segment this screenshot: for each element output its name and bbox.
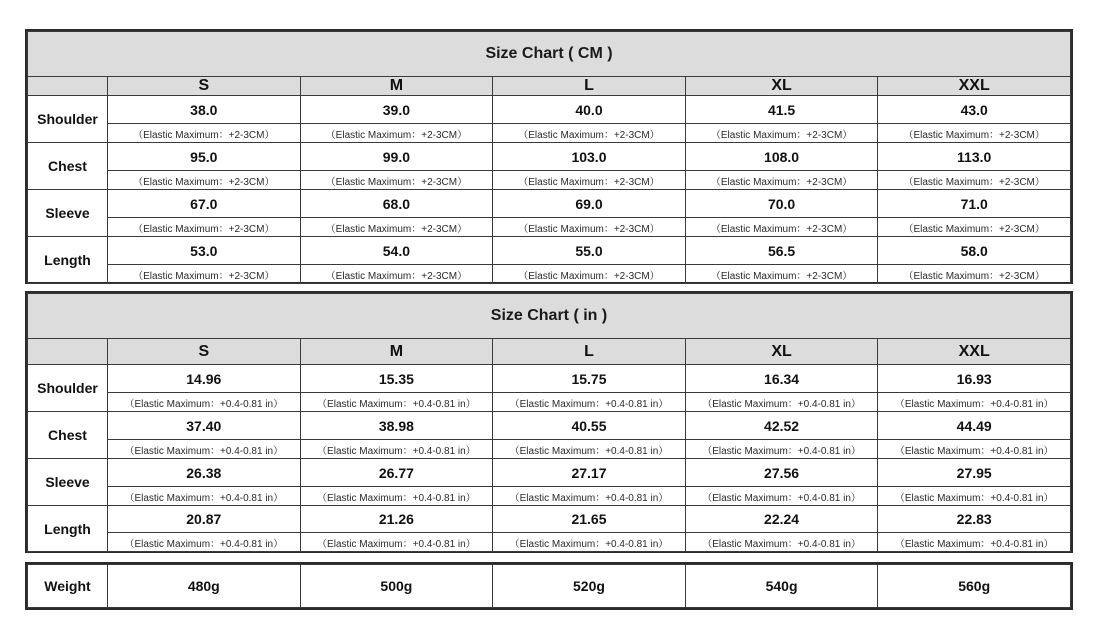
value-cell: 15.35 bbox=[300, 365, 493, 393]
row-label-shoulder: Shoulder bbox=[28, 96, 108, 143]
row-label-length: Length bbox=[28, 237, 108, 284]
value-cell: 54.0 bbox=[300, 237, 493, 265]
value-cell: 40.0 bbox=[493, 96, 686, 124]
size-header-xl: XL bbox=[685, 339, 878, 365]
elastic-note: （Elastic Maximum：+2-3CM） bbox=[108, 124, 301, 143]
value-cell: 40.55 bbox=[493, 412, 686, 440]
weight-value: 540g bbox=[685, 565, 878, 608]
elastic-note: （Elastic Maximum：+0.4-0.81 in） bbox=[108, 487, 301, 506]
elastic-note: （Elastic Maximum：+0.4-0.81 in） bbox=[493, 487, 686, 506]
value-cell: 103.0 bbox=[493, 143, 686, 171]
size-header-m: M bbox=[300, 77, 493, 96]
header-corner bbox=[28, 339, 108, 365]
row-label-length: Length bbox=[28, 506, 108, 552]
value-cell: 69.0 bbox=[493, 190, 686, 218]
value-cell: 41.5 bbox=[685, 96, 878, 124]
elastic-note: （Elastic Maximum：+0.4-0.81 in） bbox=[300, 533, 493, 552]
weight-value: 560g bbox=[878, 565, 1071, 608]
elastic-note: （Elastic Maximum：+0.4-0.81 in） bbox=[300, 487, 493, 506]
value-cell: 27.56 bbox=[685, 459, 878, 487]
value-cell: 27.95 bbox=[878, 459, 1071, 487]
header-corner bbox=[28, 77, 108, 96]
size-header-xxl: XXL bbox=[878, 77, 1071, 96]
elastic-note: （Elastic Maximum：+0.4-0.81 in） bbox=[493, 533, 686, 552]
elastic-note: （Elastic Maximum：+0.4-0.81 in） bbox=[108, 440, 301, 459]
elastic-note: （Elastic Maximum：+2-3CM） bbox=[878, 265, 1071, 284]
size-header-l: L bbox=[493, 339, 686, 365]
value-cell: 21.26 bbox=[300, 506, 493, 533]
elastic-note: （Elastic Maximum：+2-3CM） bbox=[878, 171, 1071, 190]
size-header-xl: XL bbox=[685, 77, 878, 96]
value-cell: 53.0 bbox=[108, 237, 301, 265]
elastic-note: （Elastic Maximum：+2-3CM） bbox=[108, 265, 301, 284]
value-cell: 38.98 bbox=[300, 412, 493, 440]
elastic-note: （Elastic Maximum：+2-3CM） bbox=[108, 171, 301, 190]
elastic-note: （Elastic Maximum：+0.4-0.81 in） bbox=[493, 440, 686, 459]
elastic-note: （Elastic Maximum：+2-3CM） bbox=[685, 218, 878, 237]
elastic-note: （Elastic Maximum：+2-3CM） bbox=[878, 124, 1071, 143]
elastic-note: （Elastic Maximum：+2-3CM） bbox=[300, 218, 493, 237]
value-cell: 16.34 bbox=[685, 365, 878, 393]
elastic-note: （Elastic Maximum：+2-3CM） bbox=[108, 218, 301, 237]
value-cell: 14.96 bbox=[108, 365, 301, 393]
weight-value: 480g bbox=[108, 565, 301, 608]
value-cell: 58.0 bbox=[878, 237, 1071, 265]
value-cell: 70.0 bbox=[685, 190, 878, 218]
elastic-note: （Elastic Maximum：+0.4-0.81 in） bbox=[685, 533, 878, 552]
row-label-chest: Chest bbox=[28, 143, 108, 190]
size-chart-in-table bbox=[27, 293, 1071, 552]
value-cell: 39.0 bbox=[300, 96, 493, 124]
elastic-note: （Elastic Maximum：+2-3CM） bbox=[493, 265, 686, 284]
value-cell: 71.0 bbox=[878, 190, 1071, 218]
size-chart-in-title: Size Chart ( in ) bbox=[28, 294, 1071, 339]
elastic-note: （Elastic Maximum：+2-3CM） bbox=[493, 124, 686, 143]
value-cell: 99.0 bbox=[300, 143, 493, 171]
weight-table bbox=[25, 562, 1073, 610]
elastic-note: （Elastic Maximum：+0.4-0.81 in） bbox=[108, 533, 301, 552]
value-cell: 20.87 bbox=[108, 506, 301, 533]
value-cell: 44.49 bbox=[878, 412, 1071, 440]
elastic-note: （Elastic Maximum：+2-3CM） bbox=[685, 171, 878, 190]
elastic-note: （Elastic Maximum：+2-3CM） bbox=[493, 171, 686, 190]
value-cell: 108.0 bbox=[685, 143, 878, 171]
row-label-chest: Chest bbox=[28, 412, 108, 459]
elastic-note: （Elastic Maximum：+2-3CM） bbox=[300, 124, 493, 143]
elastic-note: （Elastic Maximum：+0.4-0.81 in） bbox=[878, 533, 1071, 552]
size-chart-cm-title: Size Chart ( CM ) bbox=[28, 32, 1071, 77]
value-cell: 22.83 bbox=[878, 506, 1071, 533]
value-cell: 37.40 bbox=[108, 412, 301, 440]
elastic-note: （Elastic Maximum：+0.4-0.81 in） bbox=[493, 393, 686, 412]
elastic-note: （Elastic Maximum：+2-3CM） bbox=[685, 265, 878, 284]
value-cell: 113.0 bbox=[878, 143, 1071, 171]
elastic-note: （Elastic Maximum：+0.4-0.81 in） bbox=[685, 393, 878, 412]
elastic-note: （Elastic Maximum：+0.4-0.81 in） bbox=[878, 440, 1071, 459]
elastic-note: （Elastic Maximum：+0.4-0.81 in） bbox=[878, 487, 1071, 506]
elastic-note: （Elastic Maximum：+2-3CM） bbox=[493, 218, 686, 237]
elastic-note: （Elastic Maximum：+2-3CM） bbox=[300, 265, 493, 284]
weight-table-grid bbox=[27, 564, 1071, 608]
size-header-s: S bbox=[108, 339, 301, 365]
elastic-note: （Elastic Maximum：+0.4-0.81 in） bbox=[300, 440, 493, 459]
elastic-note: （Elastic Maximum：+2-3CM） bbox=[878, 218, 1071, 237]
row-label-sleeve: Sleeve bbox=[28, 190, 108, 237]
row-label-shoulder: Shoulder bbox=[28, 365, 108, 412]
value-cell: 22.24 bbox=[685, 506, 878, 533]
value-cell: 67.0 bbox=[108, 190, 301, 218]
elastic-note: （Elastic Maximum：+0.4-0.81 in） bbox=[300, 393, 493, 412]
value-cell: 95.0 bbox=[108, 143, 301, 171]
elastic-note: （Elastic Maximum：+0.4-0.81 in） bbox=[108, 393, 301, 412]
value-cell: 56.5 bbox=[685, 237, 878, 265]
weight-value: 500g bbox=[300, 565, 493, 608]
size-chart-in bbox=[25, 291, 1073, 553]
value-cell: 16.93 bbox=[878, 365, 1071, 393]
size-header-l: L bbox=[493, 77, 686, 96]
size-chart-cm bbox=[25, 29, 1073, 284]
value-cell: 55.0 bbox=[493, 237, 686, 265]
value-cell: 38.0 bbox=[108, 96, 301, 124]
elastic-note: （Elastic Maximum：+0.4-0.81 in） bbox=[878, 393, 1071, 412]
value-cell: 42.52 bbox=[685, 412, 878, 440]
elastic-note: （Elastic Maximum：+0.4-0.81 in） bbox=[685, 440, 878, 459]
size-header-xxl: XXL bbox=[878, 339, 1071, 365]
weight-label: Weight bbox=[28, 565, 108, 608]
elastic-note: （Elastic Maximum：+2-3CM） bbox=[300, 171, 493, 190]
size-chart-cm-table bbox=[27, 31, 1071, 284]
row-label-sleeve: Sleeve bbox=[28, 459, 108, 506]
value-cell: 43.0 bbox=[878, 96, 1071, 124]
elastic-note: （Elastic Maximum：+0.4-0.81 in） bbox=[685, 487, 878, 506]
value-cell: 26.77 bbox=[300, 459, 493, 487]
weight-value: 520g bbox=[493, 565, 686, 608]
value-cell: 26.38 bbox=[108, 459, 301, 487]
elastic-note: （Elastic Maximum：+2-3CM） bbox=[685, 124, 878, 143]
value-cell: 15.75 bbox=[493, 365, 686, 393]
size-header-s: S bbox=[108, 77, 301, 96]
size-header-m: M bbox=[300, 339, 493, 365]
value-cell: 68.0 bbox=[300, 190, 493, 218]
value-cell: 21.65 bbox=[493, 506, 686, 533]
value-cell: 27.17 bbox=[493, 459, 686, 487]
